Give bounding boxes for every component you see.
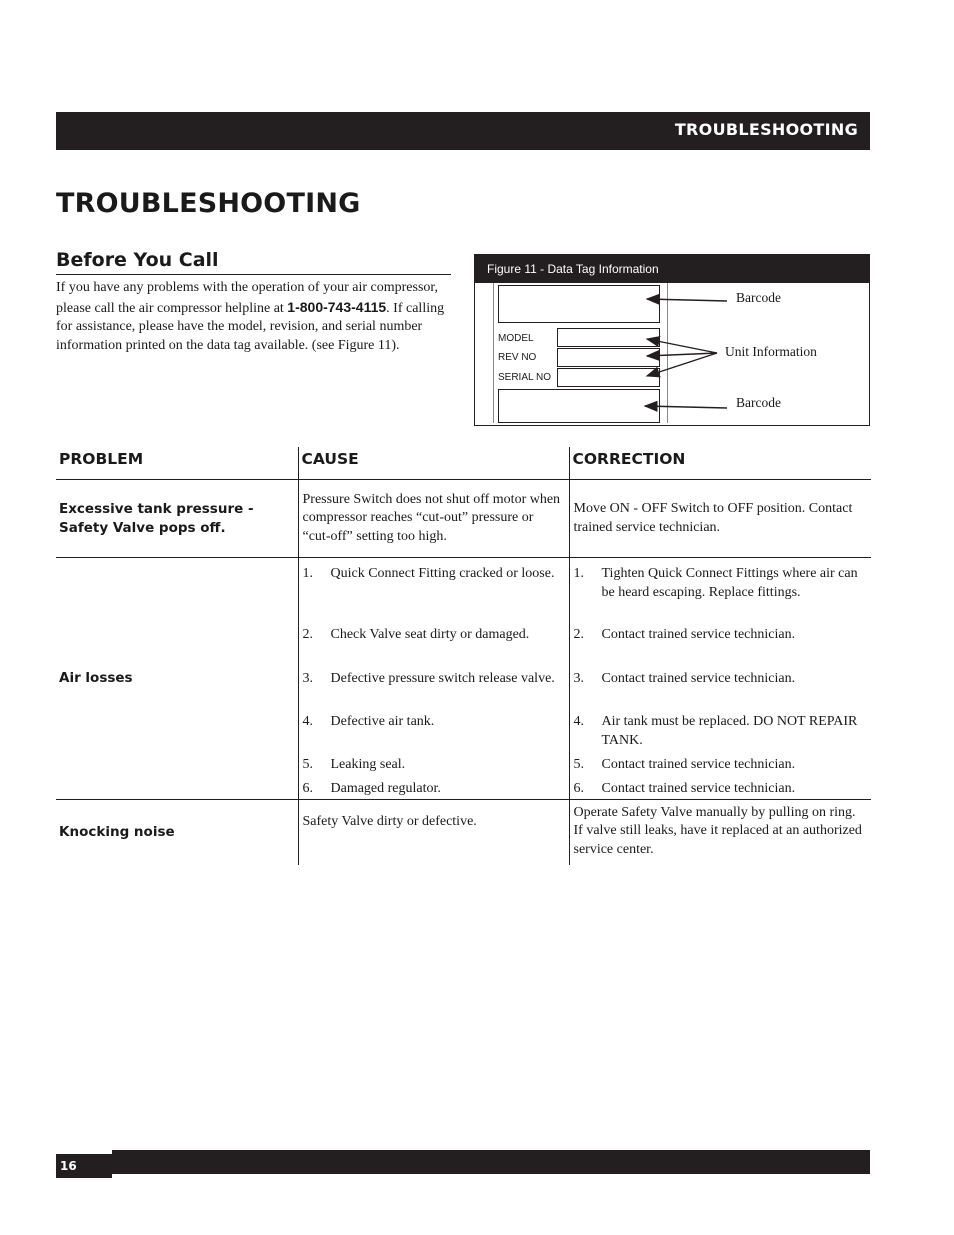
field-label-model: MODEL xyxy=(498,333,534,344)
field-label-serial: SERIAL NO xyxy=(498,372,551,383)
heading-divider xyxy=(56,274,451,275)
list-item: 1. Tighten Quick Connect Fittings where air can be heard escaping. Replace fittings. xyxy=(573,566,858,600)
before-you-call-text xyxy=(56,279,452,355)
table-row xyxy=(56,799,871,865)
callout-barcode-top: Barcode xyxy=(736,290,781,305)
callout-unit-info: Unit Information xyxy=(725,344,817,359)
helpline-phone: 1-800-743-4115 xyxy=(287,298,387,315)
field-label-rev: REV NO xyxy=(498,352,537,363)
header-cause: CAUSE xyxy=(298,447,569,480)
list-item: 4. Defective air tank. xyxy=(302,714,435,729)
header-problem: PROBLEM xyxy=(56,447,298,480)
data-tag-figure xyxy=(474,254,870,426)
list-item: 4. Air tank must be replaced. DO NOT REPAIR TANK. xyxy=(573,714,858,748)
cause-cell: Pressure Switch does not shut off motor when compressor reaches “cut-out” pressure or “cut-off” setting too high. xyxy=(298,480,569,558)
page-number: 16 xyxy=(56,1154,112,1178)
troubleshooting-table xyxy=(56,447,871,865)
intro-text-1: If you have any problems with the operation of your air compressor, please call the air compressor helpline at xyxy=(56,280,438,316)
correction-cell: Operate Safety Valve manually by pulling on ring. If valve still leaks, have it replaced at an authorized service center. xyxy=(569,799,871,865)
table-header-row xyxy=(56,447,871,480)
list-item: 3. Contact trained service technician. xyxy=(573,671,796,686)
correction-cell: Move ON - OFF Switch to OFF position. Contact trained service technician. xyxy=(569,480,871,558)
header-bar xyxy=(56,112,870,150)
correction-list xyxy=(569,558,871,800)
table-row xyxy=(56,480,871,558)
problem-cell: Excessive tank pressure - Safety Valve pops off. xyxy=(56,480,298,558)
problem-cell: Knocking noise xyxy=(59,823,175,840)
list-item: 2. Check Valve seat dirty or damaged. xyxy=(302,627,530,642)
before-you-call-heading: Before You Call xyxy=(56,249,219,271)
list-item: 5. Contact trained service technician. xyxy=(573,757,796,772)
header-correction: CORRECTION xyxy=(569,447,871,480)
list-item: 6. Contact trained service technician. xyxy=(573,781,796,796)
list-item: 5. Leaking seal. xyxy=(302,757,406,772)
footer-bar xyxy=(112,1150,870,1174)
cause-list xyxy=(298,558,569,800)
list-item: 1. Quick Connect Fitting cracked or loose. xyxy=(302,566,555,581)
intro-text-2: . If calling for assistance, please have the model, revision, and serial number information printed on the data tag available. (see Figure 11). xyxy=(56,300,445,353)
page-title: TROUBLESHOOTING xyxy=(56,188,361,219)
cause-cell: Safety Valve dirty or defective. xyxy=(298,799,569,865)
header-section-title: TROUBLESHOOTING xyxy=(674,120,858,139)
figure-caption: Figure 11 - Data Tag Information xyxy=(475,255,869,283)
problem-cell: Air losses xyxy=(56,558,298,800)
list-item: 6. Damaged regulator. xyxy=(302,781,441,796)
table-row xyxy=(56,558,871,800)
list-item: 3. Defective pressure switch release valve. xyxy=(302,671,555,686)
callout-arrows xyxy=(475,255,871,427)
list-item: 2. Contact trained service technician. xyxy=(573,627,796,642)
callout-barcode-bottom: Barcode xyxy=(736,395,781,410)
